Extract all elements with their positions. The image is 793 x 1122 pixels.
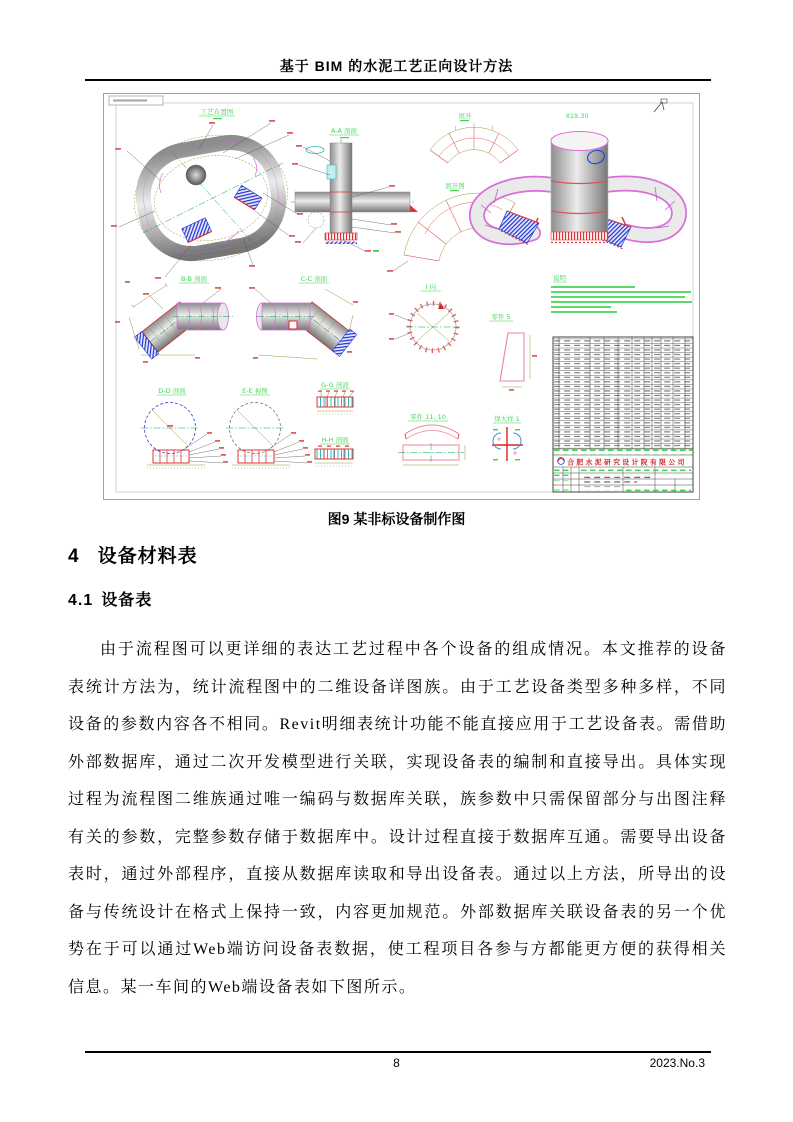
figure-image: [103, 93, 700, 500]
view-label-layout: 工艺布置图: [200, 108, 234, 116]
viewport-tab: [109, 96, 163, 105]
view-label-section-bb: B-B 剖面: [180, 275, 208, 283]
journal-issue: 2023.No.3: [649, 1056, 705, 1070]
view-label-section-dd: D-D 剖面: [158, 387, 186, 395]
part-5-label: 零件 5: [491, 313, 511, 321]
subsection-heading: [68, 587, 152, 610]
figure-9: [103, 93, 700, 500]
view-label-section-gg: G-G 剖面: [321, 381, 349, 389]
section-number: 4: [68, 546, 80, 567]
iso-equipment-code: X19.30: [565, 112, 589, 120]
subsection-title: 设备表: [101, 592, 153, 609]
part-11-10-label: 零件 11, 10: [410, 413, 446, 421]
view-label-section-hh: H-H 剖面: [321, 436, 349, 444]
weld-detail-label: 焊大样 1: [494, 415, 520, 423]
figure-caption: 图9 某非标设备制作图: [327, 511, 466, 527]
company-name: 合肥水泥研究设计院有限公司: [567, 458, 687, 467]
view-label-i: I 向: [425, 283, 437, 291]
body-paragraph: 由于流程图可以更详细的表达工艺过程中各个设备的组成情况。本文推荐的设备表统计方法为，统计流程图中的二维设备详图族。由于工艺设备类型多种多样，不同设备的参数内容各不相同。Revit明细表统计功能不能直接应用于工艺设备表。需借助外部数据库，通过二次开发模型进行关联，实现设备表的编制和直接导出。具体实现过程为流程图二维族通过唯一编码与数据库关联，族参数中只需保留部分与出图注释有关的参数，完整参数存储于数据库中。设计过程直接于数据库互通。需要导出设备表时，通过外部程序，直接从数据库读取和导出设备表。通过以上方法，所导出的设备与传统设计在格式上保持一致，内容更加规范。外部数据库关联设备表的另一个优势在于可以通过Web端访问设备表数据，使工程项目各参与方都能更方便的获得相关信息。某一车间的Web端设备表如下图所示。: [68, 641, 727, 996]
view-label-section-aa: A-A 剖面: [330, 127, 358, 135]
page-number: 8: [393, 1056, 400, 1070]
section-title: 设备材料表: [97, 546, 198, 567]
view-label-ee: E-E 视图: [242, 387, 268, 395]
running-head-title: 基于 BIM 的水泥工艺正向设计方法: [279, 58, 514, 74]
footer-divider: [85, 1051, 711, 1053]
notes-title: 说明: [553, 274, 566, 282]
view-label-fan-large: 展开图: [445, 182, 465, 190]
view-label-section-cc: C-C 剖面: [300, 275, 328, 283]
subsection-number: 4.1: [68, 592, 94, 609]
view-label-fan-small: 展开: [458, 112, 472, 120]
header-divider: [85, 79, 711, 81]
section-heading: [68, 541, 198, 568]
